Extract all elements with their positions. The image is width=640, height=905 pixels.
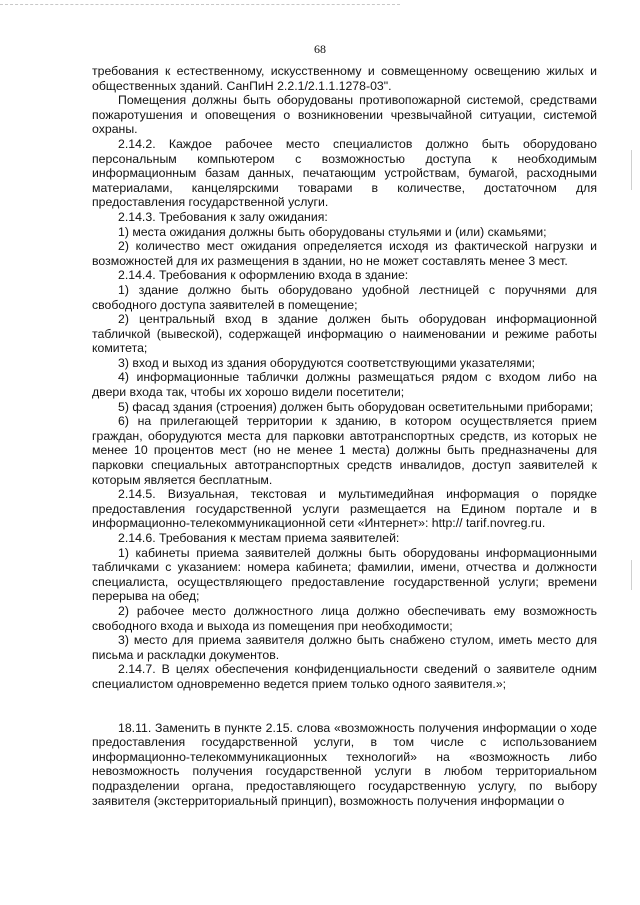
scan-edge-mark (631, 150, 632, 190)
paragraph: 2.14.7. В целях обеспечения конфиденциальности сведений о заявителе одним специалистом одновременно ведется прием только одного заявителя.»; (92, 662, 597, 691)
scan-top-edge (0, 4, 400, 5)
paragraph: 3) вход и выход из здания оборудуются соответствующими указателями; (118, 355, 536, 370)
paragraph: 5) фасад здания (строения) должен быть оборудован осветительными приборами; (118, 399, 594, 414)
document-body (92, 64, 597, 808)
paragraph: 2) количество мест ожидания определяется исходя из фактической нагрузки и возможностей для их размещения в здании, но не может составлять менее 3 мест. (92, 239, 597, 268)
paragraph: 2.14.4. Требования к оформлению входа в здание: (118, 268, 409, 283)
paragraph: Помещения должны быть оборудованы противопожарной системой, средствами пожаротушения и оповещения о возникновении чрезвычайной ситуации, системой охраны. (92, 93, 597, 137)
paragraph: 2) рабочее место должностного лица должно обеспечивать ему возможность свободного входа и выхода из помещения при необходимости; (92, 603, 597, 633)
paragraph: 1) места ожидания должны быть оборудованы стульями и (или) скамьями; (118, 224, 547, 239)
paragraph: 2.14.5. Визуальная, текстовая и мультимедийная информация о порядке предоставления государственной услуги размещается на Едином портале и в информационно-телекоммуникационной сети «Интернет»: http:// tarif.novreg.ru. (92, 487, 597, 531)
paragraph: 2.14.6. Требования к местам приема заявителей: (118, 531, 400, 545)
paragraph: 6) на прилегающей территории к зданию, в котором осуществляется прием граждан, оборудуются места для парковки автотранспортных средств, из которых не менее 10 процентов мест (но не менее 1 места) должны быть предназначены для парковки специальных автотранспортных средств инвалидов, доступ заявителей к которым является бесплатным. (92, 414, 597, 487)
paragraph: 2.14.2. Каждое рабочее место специалистов должно быть оборудовано персональным компьютером с возможностью доступа к необходимым информационным базам данных, печатающим устройствам, бумагой, расходными материалами, канцелярскими товарами в количестве, достаточном для предоставления государственной услуги. (92, 136, 597, 210)
paragraph: 2) центральный вход в здание должен быть оборудован информационной табличкой (вывеской), содержащей информацию о наименовании и режиме работы комитета; (92, 312, 597, 356)
paragraph: 18.11. Заменить в пункте 2.15. слова «возможность получения информации о ходе предоставления государственной услуги, в том числе с использованием информационно-телекоммуникационных технологий» на «возможность либо невозможность получения государственной услуги в любом территориальном подразделении органа, предоставляющего государственную услугу, по выбору заявителя (экстерриториальный принцип), возможность получения информации о (92, 720, 597, 808)
scan-edge-mark (631, 560, 632, 590)
paragraph: 3) место для приема заявителя должно быть снабжено стулом, иметь место для письма и раскладки документов. (92, 633, 597, 662)
paragraph: 4) информационные таблички должны размещаться рядом с входом либо на двери входа так, чтобы их хорошо видели посетители; (92, 370, 597, 400)
paragraph: 2.14.3. Требования к залу ожидания: (118, 209, 328, 224)
paragraph: требования к естественному, искусственному и совмещенному освещению жилых и общественных зданий. СанПиН 2.2.1/2.1.1.1278-03". (92, 64, 597, 93)
paragraph: 1) кабинеты приема заявителей должны быть оборудованы информационными табличками с указанием: номера кабинета; фамилии, имени, отчества и должности специалиста, осуществляющего предоставление государственной услуги; времени перерыва на обед; (92, 545, 597, 604)
page-number: 68 (314, 42, 326, 56)
paragraph: 1) здание должно быть оборудовано удобной лестницей с поручнями для свободного доступа заявителей в помещение; (92, 282, 597, 312)
